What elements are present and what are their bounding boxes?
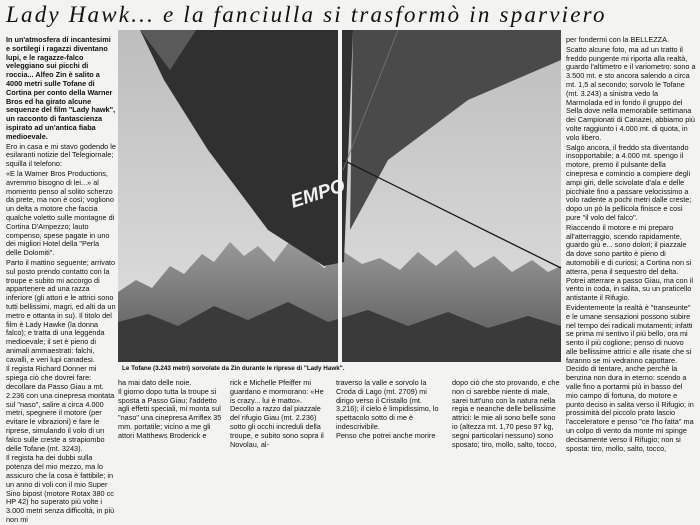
wing-logo: EMPO bbox=[288, 175, 348, 213]
right-paragraph: per fondermi con la BELLEZZA. bbox=[566, 35, 670, 44]
bottom-text-column: ha mai dato delle noie. Il giorno dopo tutta la troupe si sposta a Passo Giau; l'addetto agli effetti speciali, mi monta sul "naso" una cinepresa Arriflex 35 mm. portatile; vicino a me gli attori Matthews Broderick e bbox=[118, 378, 222, 440]
right-paragraph: Riaccendo il motore e mi preparo all'atterraggio, scendo rapidamente, guardo giù e... sono dolori; il piazzale da dove sono partito è pieno di automobili e di curiosi; a Cortina non si atterra, pena il sequestro del delta. Potrei atterrare a passo Giau, ma con il vento in coda, in salita, su un praticello antistante il Rifugio. bbox=[566, 222, 693, 303]
photo-artwork bbox=[118, 30, 561, 362]
photo-caption: Le Tofane (3.243 metri) sorvolate da Zin durante le riprese di "Lady Hawk". bbox=[122, 365, 345, 372]
bottom-text-column: traverso la valle e sorvolo la Croda di Lago (mt. 2709) mi dirigo verso il Cristallo (mt. 3.216); il cielo è limpidissimo, lo spettacolo sotto di me è indescrivibile. Penso che potrei anche morire bbox=[336, 378, 439, 440]
bottom-text-column: rick e Michelle Pfeiffer mi guardano e mormorano: «He is crazy... lui è matto». Decollo a razzo dal piazzale del rifugio Giau (mt. 2.236) sotto gli occhi increduli della troupe, e subito sono sopra il Novolau, al- bbox=[230, 378, 324, 449]
bottom-text-column: dopo ciò che sto provando, e che non ci sarebbe niente di male, sarei tutt'uno con la natura nella regia e neanche delle bellissime attrici: le mie ali sono belle sono io (altezza mt. 1,70 peso 97 kg, segni particolari nessuno) sono sposato; tiro, mollo, salto, tocco, bbox=[452, 378, 560, 449]
left-text-column bbox=[6, 35, 116, 525]
lead-paragraph: In un'atmosfera di incantesimi e sortilegi i ragazzi diventano lupi, e le ragazze-falco veleggiano sui picchi di roccia... Alfeo Zin è salito a 4000 metri sulle Tofane di Cortina per conto della Warner Bros ed ha girato alcune sequenze del film "Lady hawk", un racconto di fantascienza ispirato ad un'antica fiaba medioevale. bbox=[6, 35, 116, 141]
hang-glider-photo bbox=[118, 30, 561, 362]
left-paragraph: Ero in casa e mi stavo godendo le esilaranti notizie del Telegiornale; squilla il telefono: bbox=[6, 141, 116, 169]
right-paragraph: Salgo ancora, il freddo sta diventando insopportabile; a 4.000 mt. spengo il motore, premo il pulsante della cinepresa e comincio a compiere degli ampi giri, delle scivolate d'ala e delle picchiate fino a passare velocissimo a volo radente a pochi metri dalle creste; dopo un pò la pellicola finisce e così pure "il volo del falco". bbox=[566, 142, 692, 222]
right-paragraph: Scatto alcune foto, ma ad un tratto il freddo pungente mi riporta alla realtà, guardo l'altimetro e il variometro: sono a 3.500 mt. e sto ancora salendo a circa mt. 1,5 al secondo; sorvolo le Tofane (mt. 3.243) a sinistra vedo la Marmolada ed in fondo il gruppo del Sella dove nella memorabile settimana dei Campionati di Canazei, abbiamo più volte raggiunto i 4.000 mt. di quota, in volo libero. bbox=[566, 44, 696, 142]
left-paragraph: Parto il mattino seguente; arrivato sul posto prendo contatto con la troupe e subito mi accorgo di appartenere ad una razza inferiore (gli attori e le attrici sono tutti bellissimi, magri, ed alti da un metro e ottanta in su). Il titolo del film è Lady Hawke (la donna falco); e tratta di una leggenda medioevale; il set è pieno di animali ammaestrati: falchi, cavalli, e veri lupi canadesi. bbox=[6, 257, 116, 364]
right-paragraph: Evidentemente la realtà è "transeunte" e le umane sensazioni possono subire nel tempo dei radicali mutamenti; infatti se prima mi sentivo il più bello, ora mi sento il più coglione; penso di nuovo alle bellissime attrici e alle risate che si faranno se mi vedranno capottare. Decido di tentare, anche perchè la benzina non dura in eterno: scendo a valle fino a portarmi più in basso del mio campo di fortuna, do motore e punto deciso in salita verso il Rifugio; in prossimità del piccolo prato lascio l'acceleratore e penso "ce l'ho fatta" ma un colpo di vento da monte mi spinge decisamente verso il Rifugio; non si sposta: tiro, mollo, salto, tocco, bbox=[566, 302, 694, 453]
left-paragraph: Il regista Richard Donner mi spiega ciò che dovrei fare: decollare da Passo Giau a mt. 2.236 con una cinepresa montata sul "naso", salire a circa 4.000 metri, spegnere il motore (per evitare le vibrazioni) e fare le riprese, simulando il volo di un falco sulle creste a strapiombo delle Tofane (mt. 3243). bbox=[6, 364, 115, 453]
left-paragraph: «E la Warner Bros Productions, avremmo bisogno di lei...» al momento penso al solito scherzo da prete, ma non è così; vogliono un delta a motore che faccia qualche voletto sulle montagne di Cortina D'Ampezzo; lauto compenso, spese pagate in uno dei migliori Hotel della "Perla delle Dolomiti". bbox=[6, 168, 115, 258]
headline: Lady Hawk... e la fanciulla si trasformò in sparviero bbox=[6, 2, 607, 27]
right-text-column bbox=[566, 36, 696, 461]
left-paragraph: Il regista ha dei dubbi sulla potenza del mio mezzo, ma lo assicuro che la cosa è fattibile; in un anno di voli con il mio Super Sino bipost (motore Rotax 380 cc HP 42) ho superato più volte i 3.000 metri senza difficoltà, in più non mi bbox=[6, 453, 115, 525]
